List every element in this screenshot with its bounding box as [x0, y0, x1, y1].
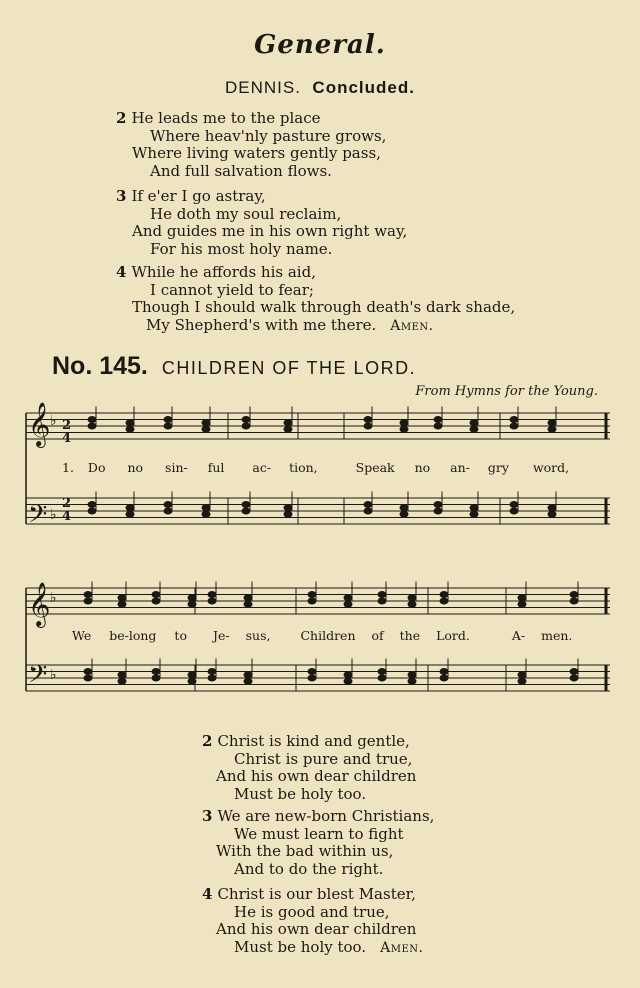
stanza-line: Where heav'nly pasture grows,: [150, 126, 387, 145]
note-head: [208, 592, 216, 598]
stanza-line: Must be holy too.: [234, 784, 367, 803]
note-head: [378, 592, 386, 598]
stanza-line: With the bad within us,: [216, 842, 394, 860]
lyric-syllable: gry: [487, 460, 509, 475]
note-head: [188, 601, 196, 607]
note-head: [570, 669, 578, 675]
lyric-hyphen: -: [225, 628, 230, 643]
note-head: [126, 426, 134, 432]
tune-suffix: Concluded.: [312, 78, 415, 97]
bass-clef-icon: 𝄢: [28, 660, 48, 695]
note-head: [408, 595, 416, 601]
note-head: [518, 601, 526, 607]
note-head: [570, 598, 578, 604]
stanza-number: 2: [202, 732, 213, 750]
note-head: [126, 511, 134, 517]
note-head: [88, 417, 96, 423]
note-head: [242, 417, 250, 423]
lyric-syllable: Lord.: [436, 628, 470, 643]
note-head: [470, 426, 478, 432]
note-head: [208, 675, 216, 681]
lyric-syllable: no: [414, 460, 431, 475]
note-head: [308, 598, 316, 604]
note-head: [364, 502, 372, 508]
note-head: [208, 598, 216, 604]
stanza-number: 2: [116, 109, 127, 127]
note-head: [434, 417, 442, 423]
note-head: [284, 511, 292, 517]
bar-lines: [26, 413, 606, 691]
stanza-line: My Shepherd's with me there.: [146, 315, 377, 334]
stanza-line: And to do the right.: [234, 859, 384, 878]
tune-name: DENNIS.: [225, 78, 301, 97]
lyric-syllable: to: [174, 628, 187, 643]
stanza-line: And his own dear children: [216, 767, 417, 785]
note-head: [164, 502, 172, 508]
note-head: [88, 423, 96, 429]
note-head: [84, 669, 92, 675]
lyric-hyphen: -: [465, 460, 470, 475]
note-head: [242, 508, 250, 514]
note-head: [126, 420, 134, 426]
note-head: [570, 675, 578, 681]
note-head: [126, 505, 134, 511]
treble-clef-icon: 𝄞: [28, 402, 51, 446]
hymn-number: No. 145.: [52, 352, 148, 380]
note-head: [408, 678, 416, 684]
note-head: [202, 426, 210, 432]
note-head: [308, 669, 316, 675]
note-head: [400, 511, 408, 517]
lyric-syllable: Speak: [355, 460, 395, 475]
note-head: [400, 505, 408, 511]
note-head: [152, 598, 160, 604]
stanza-line: Christ is pure and true,: [234, 749, 413, 768]
section-title: General.: [254, 30, 386, 60]
note-head: [208, 669, 216, 675]
lyric-syllable: ac: [252, 460, 267, 475]
bass-clef-icon: 𝄢: [28, 500, 48, 535]
stanza-line: He leads me to the place: [131, 109, 321, 127]
hymn-stanza-4: [202, 886, 423, 957]
lyric-syllable: Children: [300, 628, 356, 643]
stanza-line: Where living waters gently pass,: [132, 144, 381, 162]
note-head: [400, 420, 408, 426]
lyric-syllable: We: [72, 628, 92, 643]
lyric-syllable: Je: [212, 628, 226, 643]
lyric-syllable: sin: [165, 460, 184, 475]
note-head: [84, 675, 92, 681]
lyric-hyphen: -: [266, 460, 272, 475]
note-head: [518, 672, 526, 678]
note-head: [88, 502, 96, 508]
note-head: [164, 417, 172, 423]
note-head: [548, 420, 556, 426]
lyric-syllable: 1.: [62, 460, 74, 475]
note-head: [118, 672, 126, 678]
note-head: [344, 595, 352, 601]
note-head: [470, 505, 478, 511]
note-head: [244, 595, 252, 601]
stanza-number: 3: [202, 807, 213, 825]
note-head: [84, 598, 92, 604]
stanza-line: We must learn to fight: [234, 824, 404, 843]
note-head: [188, 672, 196, 678]
note-head: [244, 672, 252, 678]
note-head: [152, 675, 160, 681]
time-sig-bottom: 4: [62, 431, 72, 446]
note-head: [548, 505, 556, 511]
note-head: [152, 592, 160, 598]
lyric-syllable: of: [371, 628, 384, 643]
note-head: [364, 508, 372, 514]
note-head: [244, 601, 252, 607]
lyric-syllable: sus,: [245, 628, 271, 643]
flat-icon: ♭: [50, 413, 57, 429]
hymn-stanza-3: [202, 808, 434, 878]
lyric-syllable: Do: [87, 460, 106, 475]
hymn-title: CHILDREN OF THE LORD.: [161, 358, 417, 378]
note-head: [408, 601, 416, 607]
note-head: [510, 417, 518, 423]
stanza-line: While he affords his aid,: [131, 263, 316, 281]
note-head: [284, 505, 292, 511]
lyric-syllable: tion,: [289, 460, 318, 475]
note-head: [434, 423, 442, 429]
note-head: [202, 420, 210, 426]
time-sig-bottom: 4: [62, 509, 72, 524]
note-head: [244, 678, 252, 684]
stanza-line: He doth my soul reclaim,: [150, 204, 342, 223]
lyric-syllable: long: [128, 628, 157, 643]
note-head: [364, 423, 372, 429]
note-head: [164, 423, 172, 429]
stanza-number: 4: [202, 885, 213, 903]
note-head: [378, 598, 386, 604]
note-head: [434, 502, 442, 508]
stanza-line: And guides me in his own right way,: [132, 222, 408, 240]
lyric-syllable: A: [511, 628, 521, 643]
stanza-line: Must be holy too.: [234, 937, 367, 956]
lyric-syllable: an: [450, 460, 466, 475]
note-head: [202, 505, 210, 511]
lyric-syllable: be: [109, 628, 125, 643]
note-head: [440, 592, 448, 598]
stanza-line: And full salvation flows.: [150, 161, 332, 180]
hymn-attribution: From Hymns for the Young.: [415, 384, 598, 399]
lyrics-line-2: [72, 628, 572, 643]
lyric-syllable: word,: [532, 460, 570, 475]
note-head: [344, 601, 352, 607]
lyric-syllable: ful: [207, 460, 225, 475]
lyric-syllable: men.: [541, 628, 573, 643]
lyric-hyphen: -: [520, 628, 526, 643]
stanza-line: We are new-born Christians,: [217, 807, 435, 825]
note-head: [308, 592, 316, 598]
note-head: [510, 502, 518, 508]
stanza-line: He is good and true,: [234, 902, 390, 921]
note-head: [470, 511, 478, 517]
lyric-hyphen: -: [124, 628, 129, 643]
flat-icon: ♭: [50, 590, 57, 606]
treble-clef-icon: 𝄞: [28, 582, 51, 626]
note-head: [364, 417, 372, 423]
stanza-line: For his most holy name.: [150, 239, 333, 258]
lyric-syllable: no: [127, 460, 144, 475]
time-sig-top: 2: [62, 496, 72, 511]
note-head: [344, 678, 352, 684]
stanza-number: 3: [116, 187, 127, 205]
note-head: [518, 595, 526, 601]
stanza-line: Christ is kind and gentle,: [217, 732, 410, 750]
note-head: [84, 592, 92, 598]
note-head: [440, 598, 448, 604]
note-head: [378, 675, 386, 681]
note-head: [510, 423, 518, 429]
note-head: [118, 595, 126, 601]
note-head: [440, 675, 448, 681]
note-head: [152, 669, 160, 675]
note-head: [88, 508, 96, 514]
note-head: [570, 592, 578, 598]
stanza-line: I cannot yield to fear;: [150, 280, 314, 299]
stanza-line: If e'er I go astray,: [131, 187, 266, 205]
note-head: [118, 678, 126, 684]
flat-icon: ♭: [50, 667, 57, 683]
lyric-hyphen: -: [183, 460, 188, 475]
note-head: [118, 601, 126, 607]
stanza-line: And his own dear children: [216, 920, 417, 938]
note-head: [344, 672, 352, 678]
time-sig-top: 2: [62, 418, 72, 433]
note-head: [378, 669, 386, 675]
note-head: [284, 420, 292, 426]
note-head: [440, 669, 448, 675]
note-head: [164, 508, 172, 514]
note-head: [400, 426, 408, 432]
clefs: [28, 402, 57, 695]
note-head: [470, 420, 478, 426]
stanza-number: 4: [116, 263, 127, 281]
note-head: [242, 423, 250, 429]
note-head: [518, 678, 526, 684]
amen: Amen.: [380, 939, 424, 956]
note-head: [188, 678, 196, 684]
flat-icon: ♭: [50, 507, 57, 523]
note-head: [548, 511, 556, 517]
note-head: [284, 426, 292, 432]
note-head: [202, 511, 210, 517]
note-head: [242, 502, 250, 508]
note-head: [408, 672, 416, 678]
stanza-line: Christ is our blest Master,: [217, 885, 416, 903]
lyric-syllable: the: [399, 628, 421, 643]
note-head: [188, 595, 196, 601]
amen: Amen.: [390, 317, 434, 334]
note-head: [308, 675, 316, 681]
hymn-stanza-2: [202, 733, 416, 803]
note-head: [548, 426, 556, 432]
lyrics-line-1: [62, 460, 569, 475]
stanza-line: Though I should walk through death's dark shade,: [132, 298, 516, 316]
note-head: [510, 508, 518, 514]
note-head: [434, 508, 442, 514]
staff-lines: [26, 413, 610, 691]
